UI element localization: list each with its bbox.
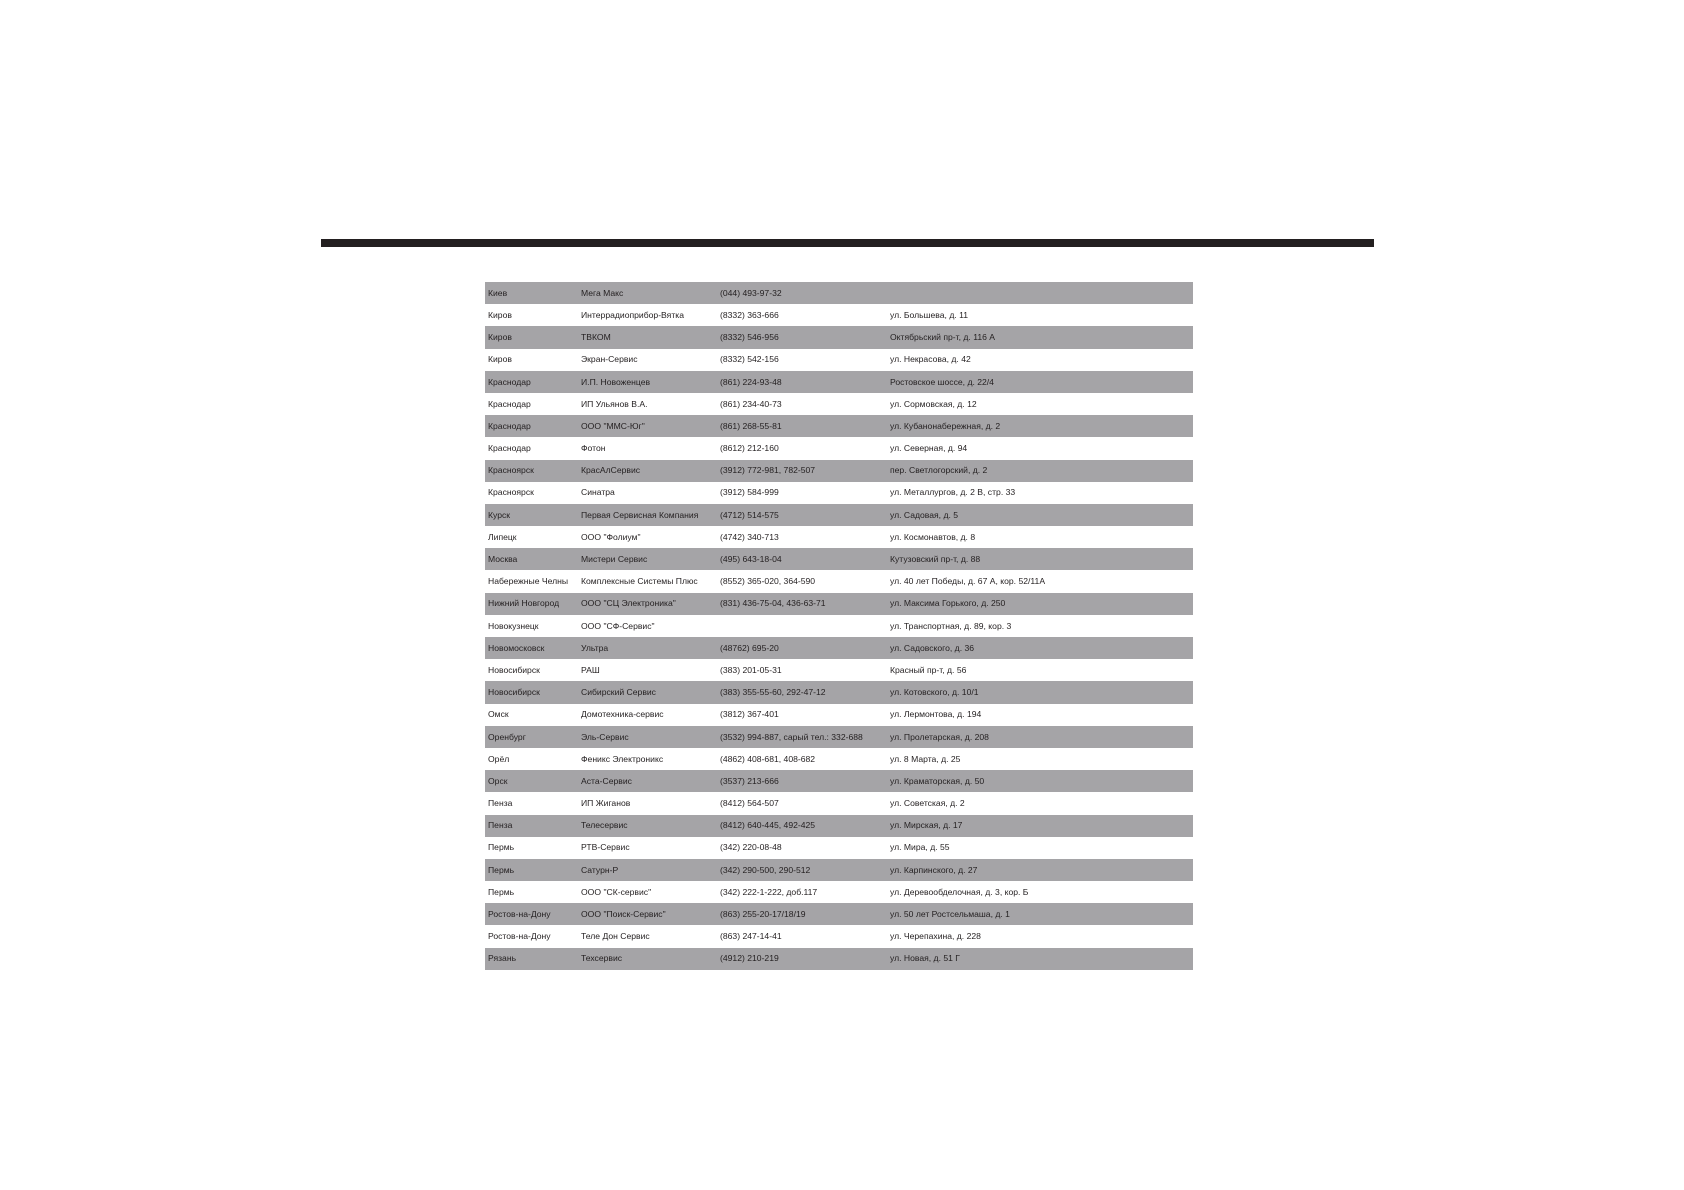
address-cell: ул. Краматорская, д. 50 <box>887 770 1193 792</box>
address-cell: ул. Некрасова, д. 42 <box>887 349 1193 371</box>
address-cell: ул. Пролетарская, д. 208 <box>887 726 1193 748</box>
organization-cell: Аста-Сервис <box>578 770 717 792</box>
address-cell: ул. Карпинского, д. 27 <box>887 859 1193 881</box>
phone-cell: (044) 493-97-32 <box>717 282 887 304</box>
table-row <box>485 482 1193 504</box>
city-cell: Новосибирск <box>485 681 578 703</box>
address-cell: Кутузовский пр-т, д. 88 <box>887 548 1193 570</box>
organization-cell: ООО "СК-сервис" <box>578 881 717 903</box>
organization-cell: Синатра <box>578 482 717 504</box>
city-cell: Пенза <box>485 792 578 814</box>
organization-cell: ООО "ММС-Юг" <box>578 415 717 437</box>
organization-cell: Телесервис <box>578 815 717 837</box>
phone-cell: (8412) 564-507 <box>717 792 887 814</box>
organization-cell: ТВКОМ <box>578 326 717 348</box>
table-row <box>485 815 1193 837</box>
table-row <box>485 859 1193 881</box>
organization-cell: Сатурн-Р <box>578 859 717 881</box>
table-row <box>485 460 1193 482</box>
organization-cell: ИП Жиганов <box>578 792 717 814</box>
organization-cell: ООО "Поиск-Сервис" <box>578 903 717 925</box>
city-cell: Омск <box>485 704 578 726</box>
phone-cell: (342) 290-500, 290-512 <box>717 859 887 881</box>
service-center-table <box>485 282 1193 970</box>
organization-cell: ООО "СФ-Сервис" <box>578 615 717 637</box>
phone-cell: (383) 201-05-31 <box>717 659 887 681</box>
phone-cell <box>717 615 887 637</box>
phone-cell: (3537) 213-666 <box>717 770 887 792</box>
phone-cell: (831) 436-75-04, 436-63-71 <box>717 593 887 615</box>
city-cell: Курск <box>485 504 578 526</box>
city-cell: Нижний Новгород <box>485 593 578 615</box>
city-cell: Краснодар <box>485 393 578 415</box>
organization-cell: Фотон <box>578 437 717 459</box>
phone-cell: (861) 268-55-81 <box>717 415 887 437</box>
phone-cell: (4912) 210-219 <box>717 948 887 970</box>
organization-cell: Сибирский Сервис <box>578 681 717 703</box>
table-row <box>485 948 1193 970</box>
organization-cell: РАШ <box>578 659 717 681</box>
organization-cell: Техсервис <box>578 948 717 970</box>
address-cell: ул. Сормовская, д. 12 <box>887 393 1193 415</box>
city-cell: Киров <box>485 304 578 326</box>
table-row <box>485 349 1193 371</box>
table-row <box>485 925 1193 947</box>
phone-cell: (383) 355-55-60, 292-47-12 <box>717 681 887 703</box>
table-row <box>485 748 1193 770</box>
city-cell: Краснодар <box>485 437 578 459</box>
city-cell: Краснодар <box>485 415 578 437</box>
phone-cell: (8332) 546-956 <box>717 326 887 348</box>
table-row <box>485 593 1193 615</box>
address-cell: пер. Светлогорский, д. 2 <box>887 460 1193 482</box>
city-cell: Новосибирск <box>485 659 578 681</box>
phone-cell: (3912) 584-999 <box>717 482 887 504</box>
table-row <box>485 326 1193 348</box>
phone-cell: (861) 234-40-73 <box>717 393 887 415</box>
phone-cell: (3812) 367-401 <box>717 704 887 726</box>
address-cell: ул. Космонавтов, д. 8 <box>887 526 1193 548</box>
city-cell: Красноярск <box>485 482 578 504</box>
table-row <box>485 437 1193 459</box>
city-cell: Ростов-на-Дону <box>485 903 578 925</box>
organization-cell: Ультра <box>578 637 717 659</box>
organization-cell: Мистери Сервис <box>578 548 717 570</box>
city-cell: Пермь <box>485 837 578 859</box>
table-row <box>485 681 1193 703</box>
address-cell: ул. Садовского, д. 36 <box>887 637 1193 659</box>
address-cell: ул. 50 лет Ростсельмаша, д. 1 <box>887 903 1193 925</box>
city-cell: Красноярск <box>485 460 578 482</box>
table-row <box>485 570 1193 592</box>
address-cell: ул. Котовского, д. 10/1 <box>887 681 1193 703</box>
city-cell: Пенза <box>485 815 578 837</box>
organization-cell: РТВ-Сервис <box>578 837 717 859</box>
phone-cell: (8332) 363-666 <box>717 304 887 326</box>
phone-cell: (8412) 640-445, 492-425 <box>717 815 887 837</box>
table-row <box>485 371 1193 393</box>
city-cell: Краснодар <box>485 371 578 393</box>
address-cell: ул. Советская, д. 2 <box>887 792 1193 814</box>
table-row <box>485 770 1193 792</box>
organization-cell: Теле Дон Сервис <box>578 925 717 947</box>
header-rule <box>321 239 1374 247</box>
address-cell: ул. 40 лет Победы, д. 67 А, кор. 52/11А <box>887 570 1193 592</box>
phone-cell: (48762) 695-20 <box>717 637 887 659</box>
organization-cell: Первая Сервисная Компания <box>578 504 717 526</box>
table-row <box>485 837 1193 859</box>
table-row <box>485 726 1193 748</box>
address-cell: Октябрьский пр-т, д. 116 А <box>887 326 1193 348</box>
organization-cell: КрасАлСервис <box>578 460 717 482</box>
city-cell: Оренбург <box>485 726 578 748</box>
city-cell: Рязань <box>485 948 578 970</box>
city-cell: Пермь <box>485 881 578 903</box>
address-cell <box>887 282 1193 304</box>
phone-cell: (863) 247-14-41 <box>717 925 887 947</box>
organization-cell: Мега Макс <box>578 282 717 304</box>
address-cell: ул. Садовая, д. 5 <box>887 504 1193 526</box>
table-row <box>485 903 1193 925</box>
table-row <box>485 704 1193 726</box>
city-cell: Орёл <box>485 748 578 770</box>
organization-cell: ООО "СЦ Электроника" <box>578 593 717 615</box>
table-row <box>485 659 1193 681</box>
table-row <box>485 393 1193 415</box>
phone-cell: (342) 220-08-48 <box>717 837 887 859</box>
city-cell: Новомосковск <box>485 637 578 659</box>
table-row <box>485 304 1193 326</box>
address-cell: ул. Кубанонабережная, д. 2 <box>887 415 1193 437</box>
phone-cell: (4862) 408-681, 408-682 <box>717 748 887 770</box>
organization-cell: Интеррадиоприбор-Вятка <box>578 304 717 326</box>
city-cell: Москва <box>485 548 578 570</box>
address-cell: ул. Транспортная, д. 89, кор. 3 <box>887 615 1193 637</box>
table-row <box>485 615 1193 637</box>
table-row <box>485 637 1193 659</box>
organization-cell: Комплексные Системы Плюс <box>578 570 717 592</box>
city-cell: Киров <box>485 349 578 371</box>
city-cell: Киев <box>485 282 578 304</box>
phone-cell: (861) 224-93-48 <box>717 371 887 393</box>
address-cell: ул. Деревообделочная, д. 3, кор. Б <box>887 881 1193 903</box>
city-cell: Набережные Челны <box>485 570 578 592</box>
phone-cell: (863) 255-20-17/18/19 <box>717 903 887 925</box>
city-cell: Орск <box>485 770 578 792</box>
organization-cell: Феникс Электроникс <box>578 748 717 770</box>
phone-cell: (3912) 772-981, 782-507 <box>717 460 887 482</box>
phone-cell: (3532) 994-887, сарый тел.: 332-688 <box>717 726 887 748</box>
city-cell: Липецк <box>485 526 578 548</box>
phone-cell: (8552) 365-020, 364-590 <box>717 570 887 592</box>
address-cell: ул. Новая, д. 51 Г <box>887 948 1193 970</box>
address-cell: ул. Большева, д. 11 <box>887 304 1193 326</box>
address-cell: Красный пр-т, д. 56 <box>887 659 1193 681</box>
table-row <box>485 548 1193 570</box>
phone-cell: (342) 222-1-222, доб.117 <box>717 881 887 903</box>
table-row <box>485 792 1193 814</box>
table-row <box>485 881 1193 903</box>
organization-cell: Домотехника-сервис <box>578 704 717 726</box>
table-row <box>485 282 1193 304</box>
address-cell: ул. 8 Марта, д. 25 <box>887 748 1193 770</box>
city-cell: Пермь <box>485 859 578 881</box>
address-cell: ул. Лермонтова, д. 194 <box>887 704 1193 726</box>
city-cell: Киров <box>485 326 578 348</box>
phone-cell: (4742) 340-713 <box>717 526 887 548</box>
phone-cell: (495) 643-18-04 <box>717 548 887 570</box>
phone-cell: (8612) 212-160 <box>717 437 887 459</box>
organization-cell: Экран-Сервис <box>578 349 717 371</box>
phone-cell: (8332) 542-156 <box>717 349 887 371</box>
address-cell: ул. Черепахина, д. 228 <box>887 925 1193 947</box>
table-row <box>485 415 1193 437</box>
phone-cell: (4712) 514-575 <box>717 504 887 526</box>
address-cell: Ростовское шоссе, д. 22/4 <box>887 371 1193 393</box>
organization-cell: ООО "Фолиум" <box>578 526 717 548</box>
address-cell: ул. Мирская, д. 17 <box>887 815 1193 837</box>
table-row <box>485 526 1193 548</box>
address-cell: ул. Металлургов, д. 2 В, стр. 33 <box>887 482 1193 504</box>
organization-cell: Эль-Сервис <box>578 726 717 748</box>
table-row <box>485 504 1193 526</box>
table-body <box>485 282 1193 970</box>
address-cell: ул. Мира, д. 55 <box>887 837 1193 859</box>
city-cell: Ростов-на-Дону <box>485 925 578 947</box>
address-cell: ул. Максима Горького, д. 250 <box>887 593 1193 615</box>
city-cell: Новокузнецк <box>485 615 578 637</box>
address-cell: ул. Северная, д. 94 <box>887 437 1193 459</box>
organization-cell: И.П. Новоженцев <box>578 371 717 393</box>
organization-cell: ИП Ульянов В.А. <box>578 393 717 415</box>
